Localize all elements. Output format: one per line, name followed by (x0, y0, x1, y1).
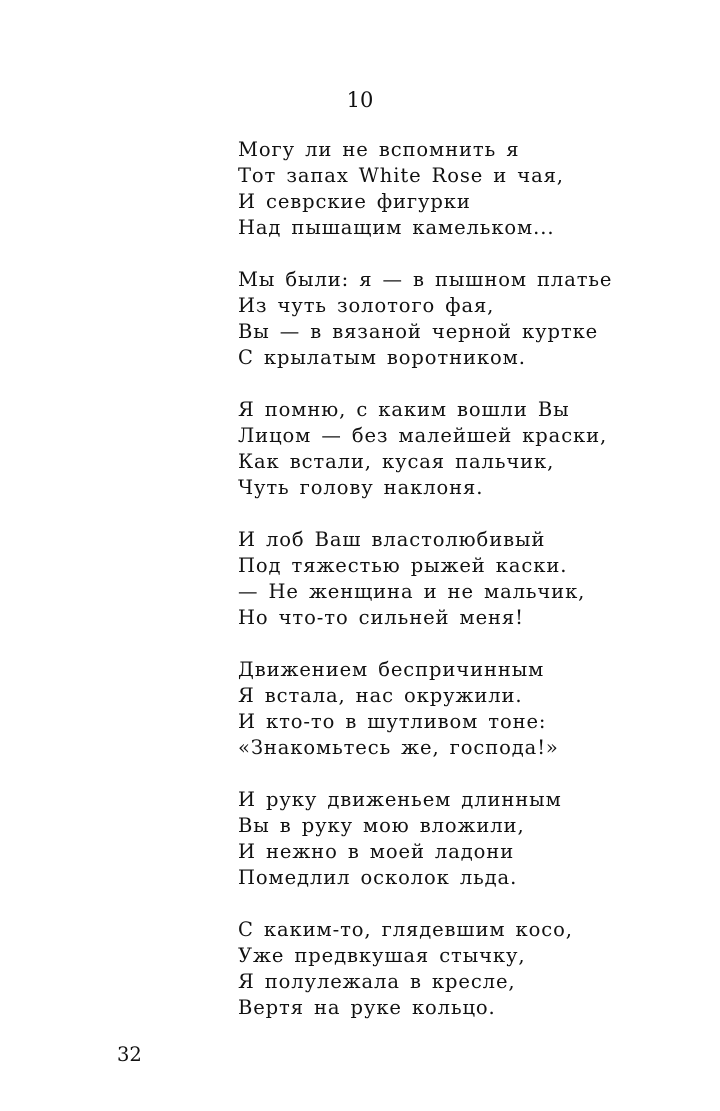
poem-number: 10 (346, 88, 374, 112)
poem-line: Могу ли не вспомнить я (238, 138, 520, 161)
poem-line: Уже предвкушая стычку, (238, 944, 526, 967)
poem-line: Я встала, нас окружили. (238, 684, 523, 707)
stanza-7 (238, 917, 698, 1021)
poem-line: С крылатым воротником. (238, 346, 526, 369)
page-number: 32 (117, 1043, 142, 1066)
poem-line: Движением беспричинным (238, 658, 545, 681)
poem-line: Под тяжестью рыжей каски. (238, 554, 568, 577)
poem-line: Тот запах White Rose и чая, (238, 164, 564, 187)
poem-line: «Знакомьтесь же, господа!» (238, 736, 559, 759)
poem-body (238, 137, 698, 1047)
poem-line: Я помню, с каким вошли Вы (238, 398, 570, 421)
poem-line: И севрские фигурки (238, 190, 471, 213)
poem-line: Вы — в вязаной черной куртке (238, 320, 599, 343)
poem-line: Вертя на руке кольцо. (238, 996, 496, 1019)
poem-line: Я полулежала в кресле, (238, 970, 516, 993)
poem-line: И нежно в моей ладони (238, 840, 515, 863)
poem-line: Чуть голову наклоня. (238, 476, 484, 499)
stanza-5 (238, 657, 698, 761)
poem-line: С каким-то, глядевшим косо, (238, 918, 573, 941)
poem-line: Как встали, кусая пальчик, (238, 450, 555, 473)
poem-line: И кто-то в шутливом тоне: (238, 710, 547, 733)
poem-line: — Не женщина и не мальчик, (238, 580, 586, 603)
poem-line: Помедлил осколок льда. (238, 866, 518, 889)
stanza-3 (238, 397, 698, 501)
stanza-1 (238, 137, 698, 241)
poem-line: Над пышащим камельком... (238, 216, 555, 239)
stanza-4 (238, 527, 698, 631)
poem-line: Вы в руку мою вложили, (238, 814, 525, 837)
poem-line: Мы были: я — в пышном платье (238, 268, 613, 291)
poem-line: И лоб Ваш властолюбивый (238, 528, 546, 551)
poem-line: Из чуть золотого фая, (238, 294, 495, 317)
poem-line: Но что-то сильней меня! (238, 606, 524, 629)
poem-line: Лицом — без малейшей краски, (238, 424, 608, 447)
stanza-2 (238, 267, 698, 371)
poem-line: И руку движеньем длинным (238, 788, 562, 811)
stanza-6 (238, 787, 698, 891)
